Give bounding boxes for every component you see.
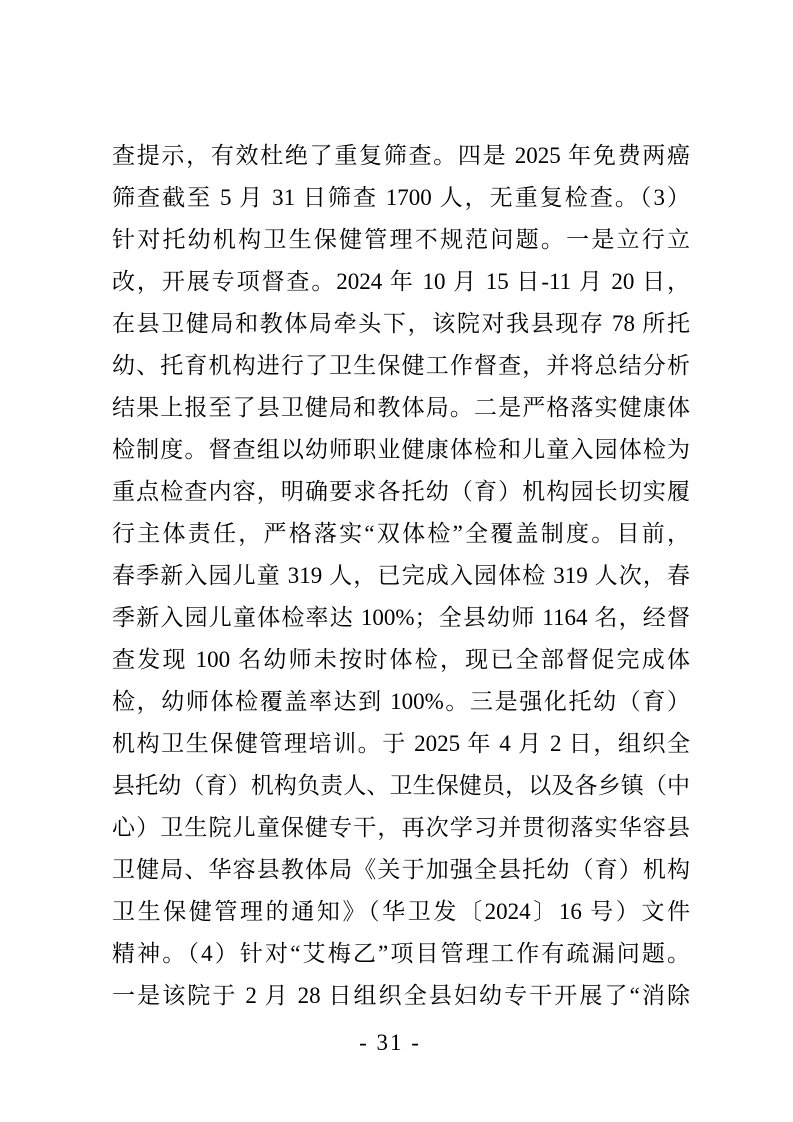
- page-number: - 31 -: [359, 1030, 421, 1055]
- text-line: 筛查截至 5 月 31 日筛查 1700 人，无重复检查。（3）: [112, 185, 690, 210]
- text-line: 查提示，有效杜绝了重复筛查。四是 2025 年免费两癌: [112, 143, 690, 168]
- text-line: 精神。（4）针对“艾梅乙”项目管理工作有疏漏问题。: [112, 941, 690, 966]
- text-line: 检制度。督查组以幼师职业健康体检和儿童入园体检为: [112, 437, 690, 462]
- text-line: 季新入园儿童体检率达 100%；全县幼师 1164 名，经督: [112, 605, 690, 630]
- text-line: 查发现 100 名幼师未按时体检，现已全部督促完成体: [112, 647, 690, 672]
- text-line: 结果上报至了县卫健局和教体局。二是严格落实健康体: [112, 395, 690, 420]
- text-line: 一是该院于 2 月 28 日组织全县妇幼专干开展了“消除: [112, 983, 690, 1008]
- text-line: 幼、托育机构进行了卫生保健工作督查，并将总结分析: [112, 353, 690, 378]
- text-line: 心）卫生院儿童保健专干，再次学习并贯彻落实华容县: [112, 815, 690, 840]
- document-body-text: [112, 135, 690, 1017]
- text-line: 卫健局、华容县教体局《关于加强全县托幼（育）机构: [112, 857, 690, 882]
- text-line: 春季新入园儿童 319 人，已完成入园体检 319 人次，春: [112, 563, 690, 588]
- text-line: 针对托幼机构卫生保健管理不规范问题。一是立行立: [112, 227, 690, 252]
- text-line: 改，开展专项督查。2024 年 10 月 15 日-11 月 20 日，: [112, 269, 690, 294]
- text-line: 卫生保健管理的通知》（华卫发〔2024〕16 号）文件: [112, 899, 690, 924]
- text-line: 检，幼师体检覆盖率达到 100%。三是强化托幼（育）: [112, 689, 690, 714]
- text-line: 县托幼（育）机构负责人、卫生保健员，以及各乡镇（中: [112, 773, 690, 798]
- text-line: 行主体责任，严格落实“双体检”全覆盖制度。目前，: [112, 521, 690, 546]
- text-line: 重点检查内容，明确要求各托幼（育）机构园长切实履: [112, 479, 690, 504]
- text-line: 机构卫生保健管理培训。于 2025 年 4 月 2 日，组织全: [112, 731, 690, 756]
- text-line: 在县卫健局和教体局牵头下，该院对我县现存 78 所托: [112, 311, 690, 336]
